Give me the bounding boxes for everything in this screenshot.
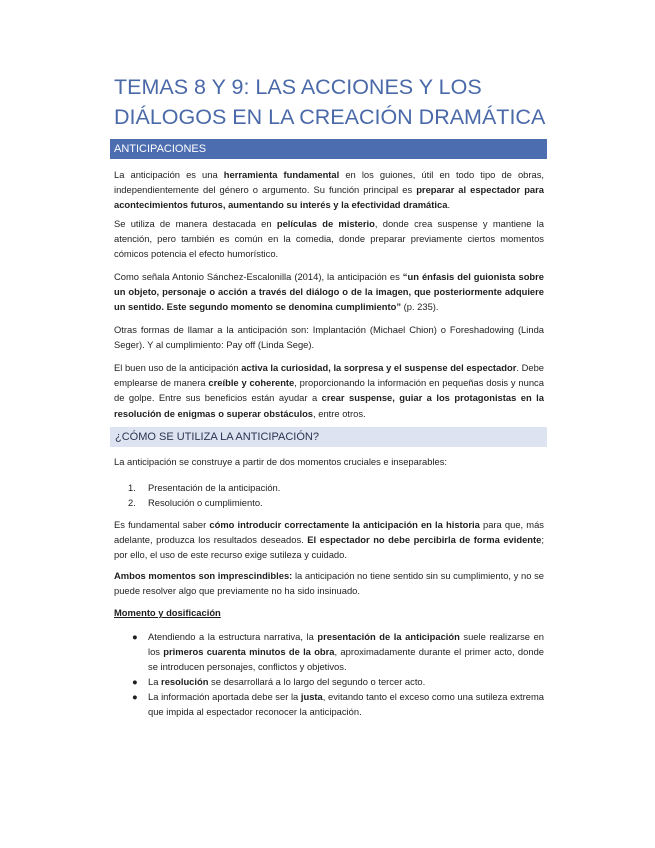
bold-text: presentación de la anticipación [317, 631, 460, 642]
list-item: ● La resolución se desarrollará a lo largo del segundo o tercer acto. [132, 676, 426, 687]
bold-text: cómo introducir correctamente la anticipación en la historia [209, 519, 480, 530]
bold-text: activa la curiosidad, la sorpresa y el suspense del espectador [241, 362, 517, 373]
bold-text: preparar al espectador para acontecimientos futuros, aumentando su interés y la efectividad dramática [114, 184, 544, 211]
section-heading-anticipaciones: ANTICIPACIONES [110, 139, 547, 159]
paragraph-other-names: Otras formas de llamar a la anticipación son: Implantación (Michael Chion) o Foreshadowing (Linda Seger). Y al cumplimiento: Pay off (Linda Sege). [114, 324, 544, 351]
paragraph-definition: La anticipación es una herramienta fundamental en los guiones, útil en todo tipo de obras, independientemente del género o argumento. Su función principal es preparar al espectador para acontecimientos futuros, aumentando su interés y la efectividad dramática. [114, 169, 544, 211]
bold-text: primeros cuarenta minutos de la obra [163, 646, 335, 657]
bold-text: Ambos momentos son imprescindibles: [114, 570, 293, 581]
paragraph-intro: La anticipación se construye a partir de dos momentos cruciales e inseparables: [114, 456, 447, 467]
bold-text: El espectador no debe percibirla de forma evidente [307, 534, 542, 546]
paragraph-quote: Como señala Antonio Sánchez-Escalonilla (2014), la anticipación es “un énfasis del guionista sobre un objeto, personaje o acción a través del diálogo o de la imagen, que posteriormente adquiere un sentido. Este segundo momento se denomina cumplimiento” (p. 235). [114, 271, 545, 313]
list-item: ● La información aportada debe ser la justa, evitando tanto el exceso como una sutileza extrema que impida al espectador reconocer la anticipación. [132, 691, 544, 717]
bullet-icon: ● [132, 676, 138, 687]
bold-text: herramienta fundamental [223, 169, 340, 180]
bold-text: creíble y coherente [208, 377, 295, 389]
paragraph-both-moments: Ambos momentos son imprescindibles: la anticipación no tiene sentido sin su cumplimiento, y no se puede resolver algo que previamente no ha sido insinuado. [114, 570, 544, 597]
bold-text: “un énfasis del guionista sobre un objeto, personaje o acción a través del diálogo o de la imagen, que posteriormente adquiere un sentido. Este segundo momento se denomina cumplimiento” [114, 271, 545, 313]
bullet-icon: ● [132, 631, 138, 642]
document-title: TEMAS 8 Y 9: LAS ACCIONES Y LOS DIÁLOGOS EN LA CREACIÓN DRAMÁTICA [114, 75, 546, 129]
paragraph-introduce-correctly: Es fundamental saber cómo introducir correctamente la anticipación en la historia para que, más adelante, produzca los resultados deseados. El espectador no debe percibirla de forma evidente; por ello, el uso de este recurso exige sutileza y cuidado. [114, 519, 544, 561]
list-item: 1. Presentación de la anticipación. [128, 482, 281, 493]
paragraph-benefits: El buen uso de la anticipación activa la curiosidad, la sorpresa y el suspense del espectador. Debe emplearse de manera creíble y coherente, proporcionando la información en pequeñas dosis y nunca de golpe. Entre sus beneficios están ayudar a crear suspense, guiar a los protagonistas en la resolución de enigmas o superar obstáculos, entre otros. [114, 362, 545, 419]
bullet-list [132, 629, 544, 719]
list-item: 2. Resolución o cumplimiento. [128, 497, 263, 508]
list-item: ● Atendiendo a la estructura narrativa, la presentación de la anticipación suele realizarse en los primeros cuarenta minutos de la obra, aproximadamente durante el primer acto, donde se introducen personajes, conflictos y objetivos. [132, 631, 544, 672]
bold-text: películas de misterio [276, 218, 375, 229]
ordered-list [128, 480, 528, 510]
bold-text: crear suspense, guiar a los protagonistas en la resolución de enigmas o superar obstáculos [114, 392, 544, 419]
bold-text: resolución [161, 676, 209, 687]
section-heading-como-se-utiliza: ¿CÓMO SE UTILIZA LA ANTICIPACIÓN? [110, 427, 547, 447]
subheading-momento: Momento y dosificación [114, 607, 221, 618]
bold-text: justa [300, 691, 323, 702]
paragraph-usage: Se utiliza de manera destacada en películas de misterio, donde crea suspense y mantiene la atención, pero también es común en la comedia, donde preparar previamente ciertos momentos cómicos potencia el efecto humorístico. [114, 218, 544, 260]
bullet-icon: ● [132, 691, 138, 702]
